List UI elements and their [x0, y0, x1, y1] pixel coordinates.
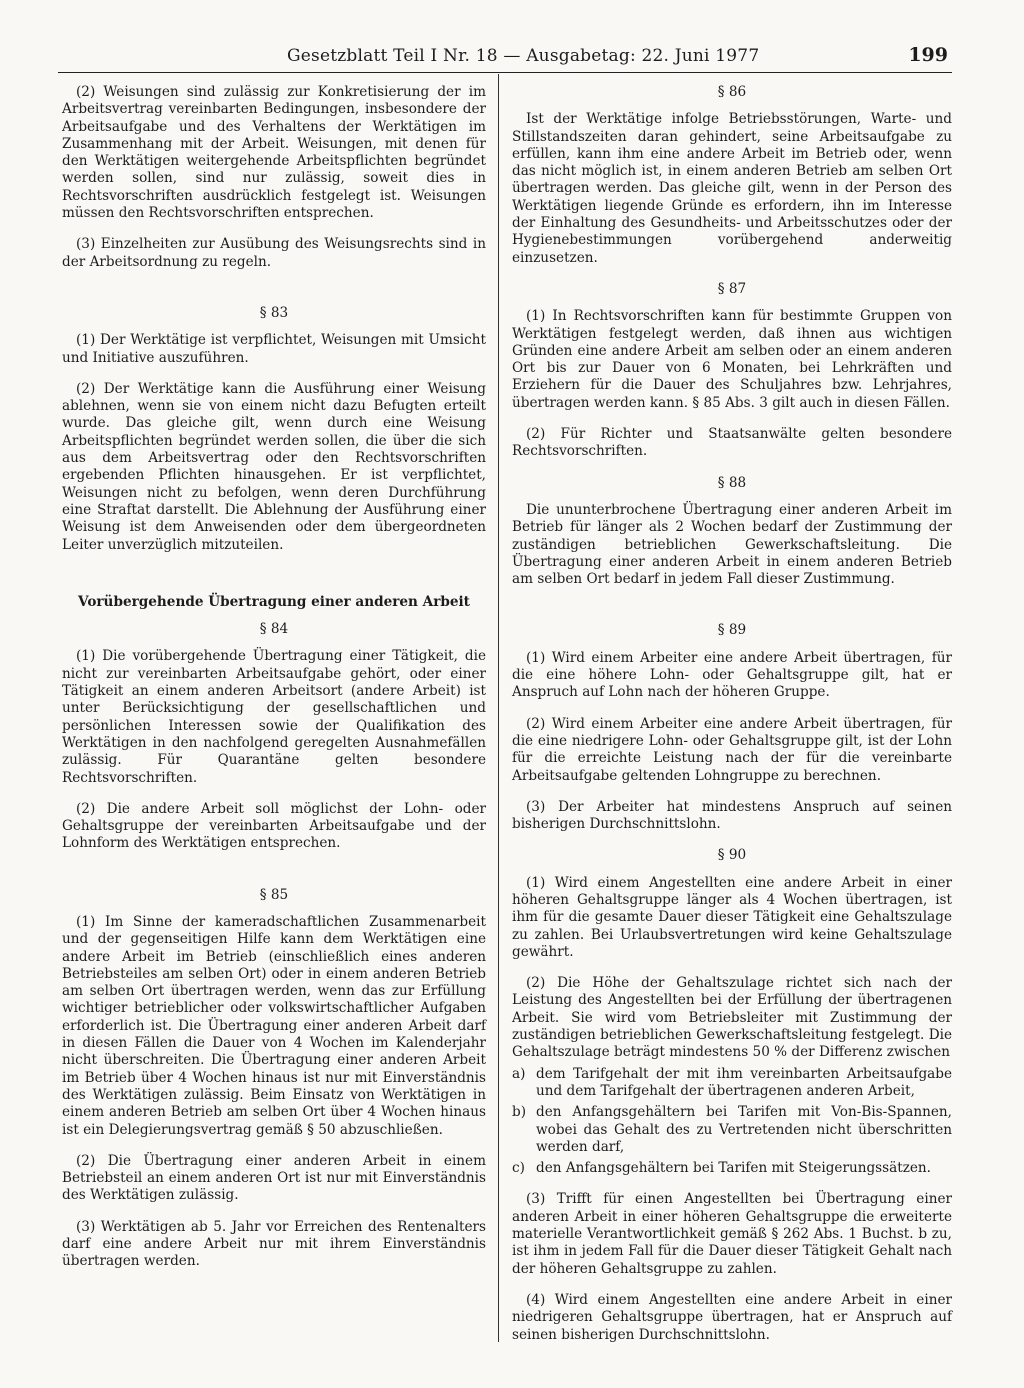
- paragraph-90-3: (3) Trifft für einen Angestellten bei Übertragung einer anderen Arbeit in einer höheren Gehaltsgruppe die erweiterte materielle Verantwortlichkeit gemäß § 262 Abs. 1 Buchst. b zu, ist ihm in jedem Fall für die Dauer dieser Tätigkeit Gehalt nach der höheren Gehaltsgruppe zu zahlen.: [512, 1191, 952, 1277]
- section-85-heading: § 85: [259, 886, 289, 903]
- right-column: [512, 84, 952, 1358]
- list-item-label: a): [512, 1065, 526, 1082]
- list-item-text: den Anfangsgehältern bei Tarifen mit Steigerungssätzen.: [536, 1160, 931, 1177]
- paragraph-84-2: (2) Die andere Arbeit soll möglichst der Lohn- oder Gehaltsgruppe der vereinbarten Arbeitsaufgabe und der Lohnform des Werktätigen entsprechen.: [62, 800, 486, 852]
- section-88-heading: § 88: [717, 474, 747, 491]
- section-89-heading: § 89: [717, 622, 747, 639]
- paragraph-86: Ist der Werktätige infolge Betriebsstörungen, Warte- und Stillstandszeiten daran gehindert, seine Arbeitsaufgabe zu erfüllen, kann ihm eine andere Arbeit im Betrieb oder, wenn das nicht möglich ist, in einem anderen Betrieb am selben Ort übertragen werden. Das gleiche gilt, wenn in der Person des Werktätigen liegende Gründe es erfordern, ihn im Interesse der Einhaltung des Gesundheits- und Arbeitsschutzes oder der Hygienebestimmungen vorübergehend anderweitig einzusetzen.: [512, 111, 952, 266]
- paragraph-89-2: (2) Wird einem Arbeiter eine andere Arbeit übertragen, für die eine niedrigere Lohn- oder Gehaltsgruppe gilt, ist der Lohn für die erreichte Leistung nach der für die vereinbarte Arbeitsaufgabe geltenden Lohngruppe zu berechnen.: [512, 715, 952, 784]
- section-84-heading: § 84: [259, 621, 289, 638]
- list-item-text: dem Tarifgehalt der mit ihm vereinbarten Arbeitsaufgabe und dem Tarifgehalt der übertragenen anderen Arbeit,: [536, 1065, 952, 1099]
- paragraph-90-2: (2) Die Höhe der Gehaltszulage richtet sich nach der Leistung des Angestellten bei der Erfüllung der übertragenen Arbeit. Sie wird vom Betriebsleiter mit Zustimmung der zuständigen betrieblichen Gewerkschaftsleitung festgelegt. Die Gehaltszulage beträgt mindestens 50 % der Differenz zwischen: [512, 975, 952, 1061]
- subsection-heading: Vorübergehende Übertragung einer anderen Arbeit: [78, 593, 470, 610]
- column-divider: [498, 74, 499, 1342]
- page-header: [0, 40, 1024, 70]
- paragraph-88: Die ununterbrochene Übertragung einer anderen Arbeit im Betrieb für länger als 2 Wochen bedarf der Zustimmung der zuständigen betrieblichen Gewerkschaftsleitung. Die Übertragung einer anderen Arbeit in einem anderen Betrieb am selben Ort bedarf in jedem Fall dieser Zustimmung.: [512, 501, 952, 588]
- section-90-heading: § 90: [717, 847, 747, 864]
- paragraph-82-3: (3) Einzelheiten zur Ausübung des Weisungsrechts sind in der Arbeitsordnung zu regeln.: [62, 236, 486, 270]
- paragraph-89-1: (1) Wird einem Arbeiter eine andere Arbeit übertragen, für die eine höhere Lohn- oder Gehaltsgruppe gilt, hat er Anspruch auf Lohn nach der höheren Gruppe.: [512, 649, 952, 701]
- paragraph-83-1: (1) Der Werktätige ist verpflichtet, Weisungen mit Umsicht und Initiative auszuführen.: [62, 332, 486, 366]
- paragraph-85-2: (2) Die Übertragung einer anderen Arbeit in einem Betriebsteil an einem anderen Ort ist nur mit Einverständnis des Werktätigen zulässig.: [62, 1152, 486, 1204]
- page-number: 199: [908, 44, 948, 66]
- paragraph-90-4: (4) Wird einem Angestellten eine andere Arbeit in einer niedrigeren Gehaltsgruppe übertragen, hat er Anspruch auf seinen bisherigen Durchschnittslohn.: [512, 1291, 952, 1343]
- section-87-heading: § 87: [717, 280, 747, 297]
- paragraph-87-2: (2) Für Richter und Staatsanwälte gelten besondere Rechtsvorschriften.: [512, 426, 952, 460]
- list-item-text: den Anfangsgehältern bei Tarifen mit Von-Bis-Spannen, wobei das Gehalt des zu Vertretenden nicht überschritten werden darf,: [536, 1104, 952, 1155]
- paragraph-82-2: (2) Weisungen sind zulässig zur Konkretisierung der im Arbeitsvertrag vereinbarten Bedingungen, insbesondere der Arbeitsaufgabe und des Verhaltens der Werktätigen im Zusammenhang mit der Arbeit. Weisungen, mit denen für den Werktätigen weitergehende Arbeitspflichten begründet werden sollen, sind nur zulässig, soweit dies in Rechtsvorschriften ausdrücklich festgelegt ist. Weisungen müssen den Rechtsvorschriften entsprechen.: [62, 84, 486, 222]
- paragraph-85-3: (3) Werktätigen ab 5. Jahr vor Erreichen des Rentenalters darf eine andere Arbeit nur mit ihrem Einverständnis übertragen werden.: [62, 1218, 486, 1270]
- section-86-heading: § 86: [717, 84, 747, 100]
- paragraph-89-3: (3) Der Arbeiter hat mindestens Anspruch auf seinen bisherigen Durchschnittslohn.: [512, 798, 952, 833]
- header-rule: [58, 72, 952, 73]
- paragraph-85-1: (1) Im Sinne der kameradschaftlichen Zusammenarbeit und der gegenseitigen Hilfe kann dem Werktätigen eine andere Arbeit im Betrieb (einschließlich eines anderen Betriebsteiles am selben Ort) oder in einem anderen Betrieb am selben Ort übertragen werden, wenn das zur Erfüllung wichtiger betrieblicher oder volkswirtschaftlicher Aufgaben erforderlich ist. Die Übertragung einer anderen Arbeit darf in diesen Fällen die Dauer von 4 Wochen im Kalenderjahr nicht überschreiten. Die Übertragung einer anderen Arbeit im Betrieb über 4 Wochen hinaus ist nur mit Einverständnis des Werktätigen zulässig. Beim Einsatz von Werktätigen in einem anderen Betrieb am selben Ort über 4 Wochen hinaus ist ein Delegierungsvertrag gemäß § 50 abzuschließen.: [62, 913, 486, 1138]
- header-title: Gesetzblatt Teil I Nr. 18 — Ausgabetag: 22. Juni 1977: [287, 46, 760, 66]
- paragraph-83-2: (2) Der Werktätige kann die Ausführung einer Weisung ablehnen, wenn sie von einem nicht dazu Befugten erteilt wurde. Das gleiche gilt, wenn durch eine Weisung Arbeitspflichten begründet werden sollen, die über die sich aus dem Arbeitsvertrag oder den Rechtsvorschriften ergebenden Pflichten hinausgehen. Er ist verpflichtet, Weisungen nicht zu befolgen, wenn deren Durchführung eine Straftat darstellt. Die Ablehnung der Ausführung einer Weisung ist dem Anweisenden oder dem übergeordneten Leiter unverzüglich mitzuteilen.: [62, 380, 486, 553]
- list-item: [512, 1160, 952, 1177]
- list-item-label: c): [512, 1160, 525, 1177]
- section-83-heading: § 83: [259, 304, 289, 321]
- list-item: [512, 1066, 952, 1101]
- list-item: [512, 1104, 952, 1156]
- paragraph-84-1: (1) Die vorübergehende Übertragung einer Tätigkeit, die nicht zur vereinbarten Arbeitsaufgabe gehört, oder einer Tätigkeit an einem anderen Arbeitsort (andere Arbeit) ist unter Berücksichtigung der gesellschaftlichen und persönlichen Interessen sowie der Qualifikation des Werktätigen in den nachfolgend geregelten Ausnahmefällen zulässig. Für Quarantäne gelten besondere Rechtsvorschriften.: [62, 648, 486, 786]
- paragraph-90-1: (1) Wird einem Angestellten eine andere Arbeit in einer höheren Gehaltsgruppe länger als 4 Wochen übertragen, ist ihm für die gesamte Dauer dieser Tätigkeit eine Gehaltszulage zu zahlen. Bei Urlaubsvertretungen wird keine Gehaltszulage gewährt.: [512, 874, 952, 960]
- paragraph-87-1: (1) In Rechtsvorschriften kann für bestimmte Gruppen von Werktätigen festgelegt werden, daß ihnen aus wichtigen Gründen eine andere Arbeit am selben oder an einem anderen Ort bis zur Dauer von 6 Monaten, bei Lehrkräften und Erziehern für die Dauer des Schuljahres bzw. Lehrjahres, übertragen werden kann. § 85 Abs. 3 gilt auch in diesen Fällen.: [512, 308, 952, 411]
- left-column: [62, 84, 486, 1285]
- list-item-label: b): [512, 1104, 527, 1121]
